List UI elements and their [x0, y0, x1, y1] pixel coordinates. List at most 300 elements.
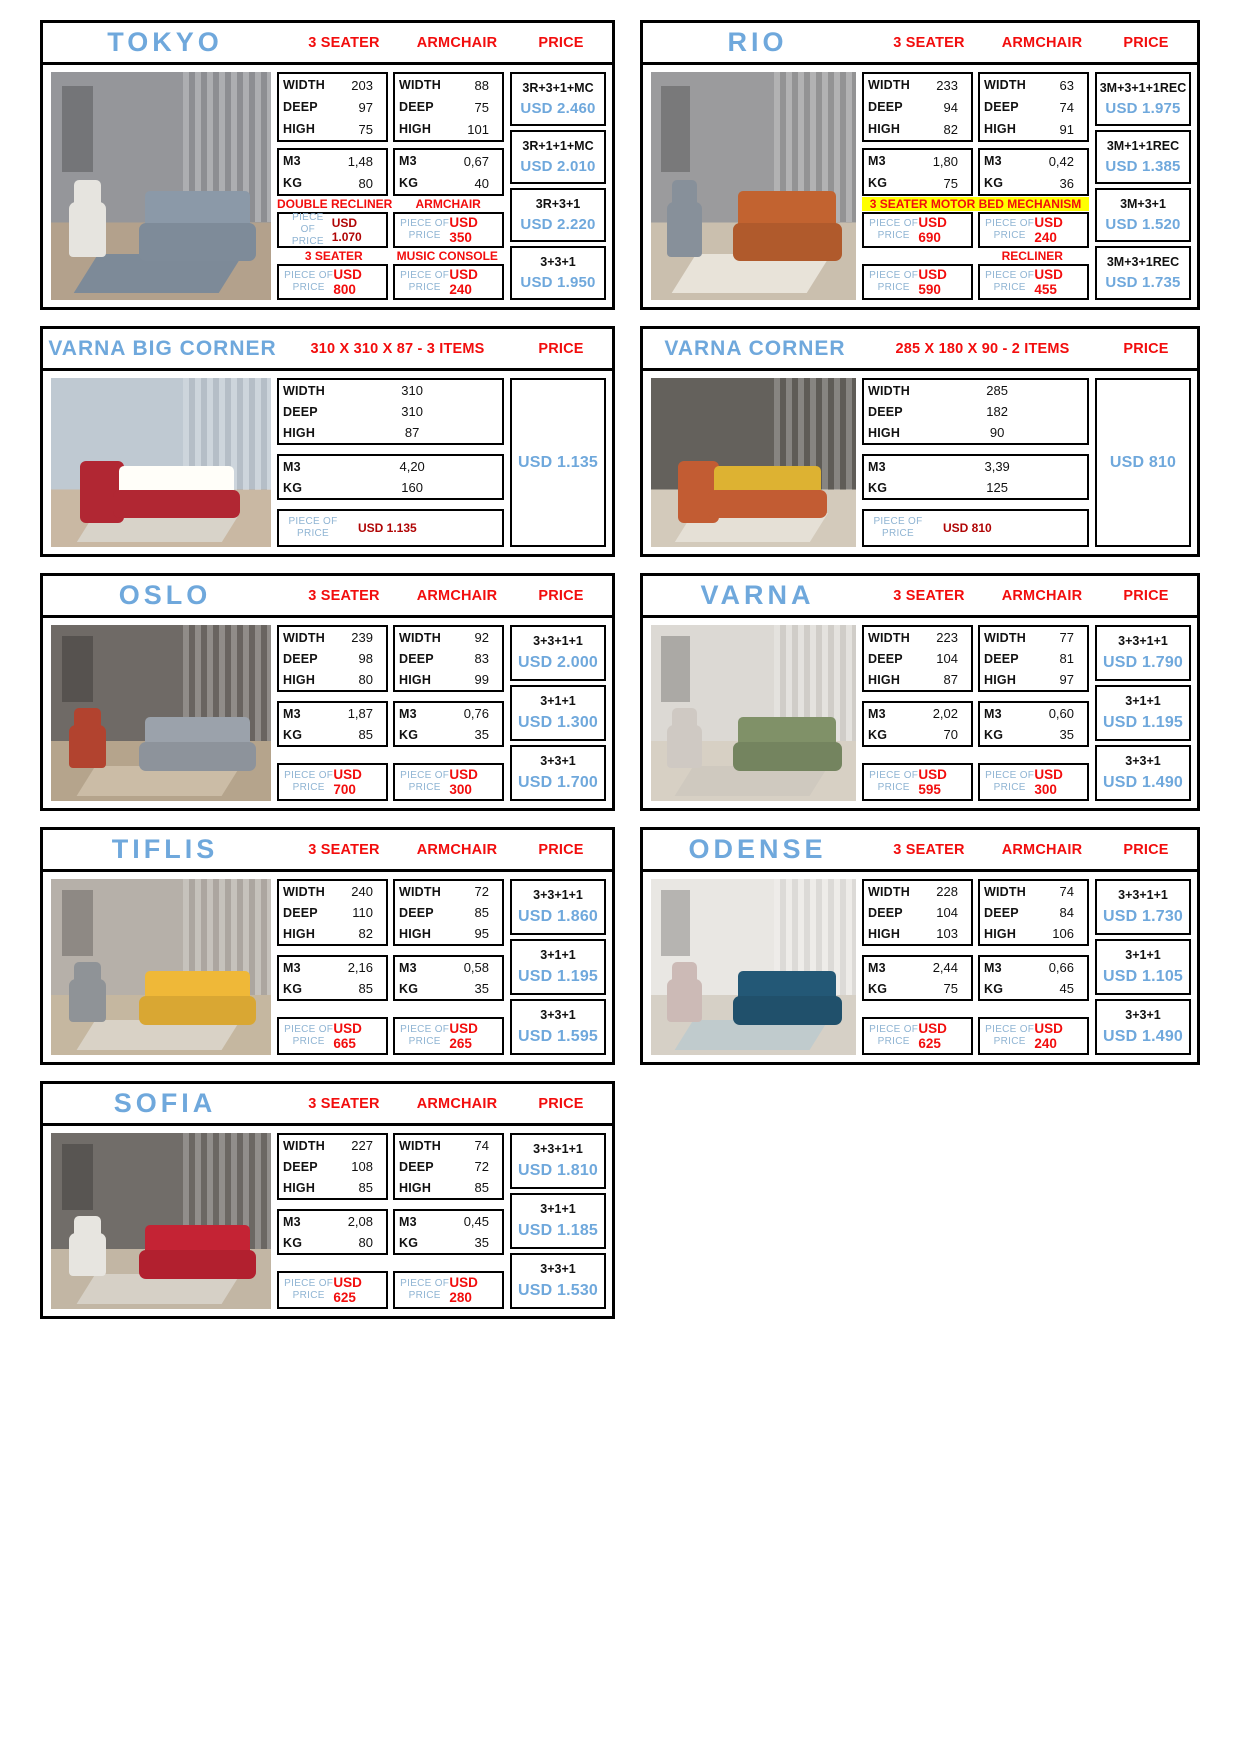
armchair-piece-price-value: USD 300 [1034, 767, 1063, 797]
product-title: TIFLIS [111, 834, 219, 864]
sofa-silhouette [708, 466, 827, 518]
seater-dimensions-box [277, 1133, 388, 1200]
deep-label: DEEP [868, 404, 903, 419]
spacer [862, 445, 1089, 454]
armchair-m3-value: 0,67 [463, 153, 489, 169]
kg-label: KG [283, 480, 303, 495]
piece-of-price-label: PIECE OF PRICE [400, 1278, 450, 1301]
specs-grid [277, 1133, 504, 1309]
product-photo [51, 72, 271, 300]
product-card [40, 573, 615, 811]
product-photo [651, 625, 856, 801]
seater-kg-value: 85 [358, 727, 373, 742]
width-label: WIDTH [984, 78, 1026, 92]
seater-deep-value: 104 [936, 651, 958, 666]
armchair-silhouette [667, 725, 702, 767]
armchair-column-header: ARMCHAIR [1001, 841, 1083, 858]
armchair-width-value: 92 [474, 630, 489, 645]
seater-piece-price-box [277, 763, 388, 801]
configuration-label: 3M+3+1 [1120, 196, 1166, 211]
spec-row [864, 978, 971, 999]
cards-grid [40, 20, 1200, 1319]
seater-piece-price-box-2 [862, 264, 973, 300]
price-column-header: PRICE [538, 841, 584, 858]
armchair-volume-box [393, 1209, 504, 1255]
width-label: WIDTH [399, 630, 441, 645]
seater-volume-box [862, 701, 973, 747]
kg-label: KG [868, 981, 888, 996]
spec-row [980, 648, 1087, 669]
deep-label: DEEP [399, 100, 434, 114]
seater-high-value: 85 [358, 1180, 373, 1195]
high-label: HIGH [984, 926, 1017, 941]
section-label-row [277, 196, 504, 212]
seater-high-value: 80 [358, 672, 373, 687]
armchair-silhouette [667, 979, 702, 1021]
spec-row [279, 1211, 386, 1232]
product-card [40, 1081, 615, 1319]
configuration-label: 3+3+1 [540, 754, 576, 768]
seater-dimensions-box [277, 625, 388, 692]
spec-row [980, 902, 1087, 923]
price-value: USD 1.195 [1102, 714, 1184, 731]
seater-dimensions-box [277, 879, 388, 946]
spec-row [395, 1232, 502, 1253]
configuration-label: 3R+3+1+MC [522, 80, 594, 95]
price-option [1095, 879, 1191, 935]
spec-row [864, 118, 971, 140]
armchair-silhouette [69, 1233, 106, 1275]
configuration-label: 3R+1+1+MC [522, 138, 594, 153]
kg-label: KG [868, 727, 888, 742]
high-label: HIGH [283, 1180, 316, 1195]
price-value: USD 1.790 [1102, 654, 1184, 671]
wall-panel [661, 636, 690, 703]
price-column-header: PRICE [538, 340, 584, 357]
price-column [1095, 72, 1191, 300]
spec-row [395, 881, 502, 902]
armchair-volume-box [393, 955, 504, 1001]
seater-high-value: 75 [358, 121, 373, 137]
wall-panel [661, 86, 690, 173]
armchair-kg-value: 35 [1059, 727, 1074, 742]
price-value: USD 1.300 [517, 714, 599, 731]
kg-label: KG [399, 981, 419, 996]
width-label: WIDTH [283, 78, 325, 92]
high-label: HIGH [868, 672, 901, 687]
price-value: USD 1.735 [1105, 274, 1181, 292]
spec-row [395, 1211, 502, 1232]
seater-volume-box [277, 1209, 388, 1255]
piece-of-price-label: PIECE OF PRICE [288, 516, 338, 539]
armchair-kg-value: 35 [474, 981, 489, 996]
price-column-header: PRICE [538, 587, 584, 604]
price-value: USD 1.730 [1102, 908, 1184, 925]
seater-piece-price-value: USD 665 [333, 1021, 362, 1051]
high-label: HIGH [399, 926, 432, 941]
configuration-label: 3+3+1 [540, 1008, 576, 1022]
m3-label: M3 [399, 960, 417, 975]
kg-label: KG [283, 981, 303, 996]
width-value: 310 [401, 383, 423, 398]
armchair-dimensions-box [393, 625, 504, 692]
product-card [40, 20, 615, 310]
armchair-piece-price-box [393, 212, 504, 248]
configuration-label: 3M+1+1REC [1106, 138, 1180, 153]
product-card [40, 326, 615, 557]
seater-m3-value: 2,16 [347, 960, 373, 975]
spec-row [864, 96, 971, 118]
price-value: USD 1.490 [1102, 774, 1184, 791]
spec-row [864, 669, 971, 690]
piece-price-box [862, 509, 1089, 547]
deep-label: DEEP [399, 905, 434, 920]
spec-row [279, 96, 386, 118]
product-photo [651, 879, 856, 1055]
armchair-piece-price-value: USD 240 [1034, 215, 1063, 245]
price-value: USD 2.460 [520, 100, 596, 118]
kg-label: KG [399, 176, 419, 190]
seater-piece-price-value-2: USD 800 [333, 267, 362, 297]
price-value: USD 1.950 [520, 274, 596, 292]
armchair-width-value: 74 [1059, 884, 1074, 899]
spec-row [864, 902, 971, 923]
card-header [643, 329, 1197, 371]
m3-label: M3 [984, 706, 1002, 721]
width-label: WIDTH [984, 884, 1026, 899]
piece-of-price-label: PIECE OF PRICE [869, 218, 919, 241]
price-option [510, 1133, 606, 1189]
deep-label: DEEP [868, 651, 903, 666]
armchair-piece-price-box-2 [978, 264, 1089, 300]
price-option [510, 72, 606, 126]
armchair-piece-price-value: USD 265 [449, 1021, 478, 1051]
seater-piece-price-value: USD 1.070 [331, 216, 362, 244]
m3-label: M3 [283, 1214, 301, 1229]
armchair-width-value: 77 [1059, 630, 1074, 645]
configuration-label: 3+1+1 [540, 1202, 576, 1216]
price-option [1095, 939, 1191, 995]
spec-row [395, 978, 502, 999]
price-value: USD 1.105 [1102, 968, 1184, 985]
card-body [43, 371, 612, 554]
product-photo [51, 1133, 271, 1309]
sofa-silhouette [139, 971, 256, 1026]
armchair-column-header: ARMCHAIR [416, 34, 498, 51]
piece-of-price-label: PIECE OF PRICE [869, 1024, 919, 1047]
product-title: TOKYO [107, 27, 223, 57]
seater-dimensions-box [862, 72, 973, 142]
price-column [1095, 879, 1191, 1055]
spec-row [395, 1135, 502, 1156]
piece-of-price-label: PIECE OF PRICE [873, 516, 923, 539]
price-column [510, 1133, 606, 1309]
seater-high-value: 82 [358, 926, 373, 941]
deep-label: DEEP [283, 404, 318, 419]
armchair-dimensions-box [393, 879, 504, 946]
configuration-label: 3+3+1 [1125, 754, 1161, 768]
price-option [510, 1193, 606, 1249]
seater-high-value: 82 [943, 121, 958, 137]
seater-deep-value: 94 [943, 99, 958, 115]
spec-row [279, 648, 386, 669]
highlighted-section-label: 3 SEATER MOTOR BED MECHANISM [862, 197, 1089, 211]
spec-row [864, 703, 971, 724]
dimensions-box [862, 378, 1089, 445]
armchair-m3-value: 0,60 [1048, 706, 1074, 721]
seater-volume-box [277, 148, 388, 196]
seater-column-header: 3 SEATER [308, 587, 380, 604]
armchair-high-value: 91 [1059, 121, 1074, 137]
spec-row [395, 74, 502, 96]
spec-row [980, 923, 1087, 944]
specs-grid [277, 378, 504, 547]
spec-row [864, 401, 1087, 422]
width-label: WIDTH [868, 78, 910, 92]
spec-row [279, 1177, 386, 1198]
kg-label: KG [283, 1235, 303, 1250]
spec-row [395, 627, 502, 648]
deep-label: DEEP [984, 651, 1019, 666]
spec-row [279, 477, 502, 498]
armchair-width-value: 88 [474, 77, 489, 93]
price-option [510, 246, 606, 300]
price-value: USD 1.490 [1102, 1028, 1184, 1045]
armchair-high-value: 101 [467, 121, 489, 137]
seater-kg-value: 75 [943, 981, 958, 996]
piece-of-price-label: PIECE OF PRICE [284, 270, 334, 293]
armchair-piece-price-value-2: USD 455 [1034, 267, 1063, 297]
deep-label: DEEP [399, 1159, 434, 1174]
seater-volume-box [862, 148, 973, 196]
spec-row [279, 401, 502, 422]
product-title: ODENSE [688, 834, 827, 864]
price-column [510, 72, 606, 300]
deep-label: DEEP [283, 905, 318, 920]
seater-kg-value: 80 [358, 1235, 373, 1250]
section-label-row [862, 1001, 1089, 1017]
card-header [643, 576, 1197, 618]
dimensions-header: 310 X 310 X 87 - 3 ITEMS [310, 340, 485, 357]
spec-row [279, 172, 386, 194]
card-body [43, 872, 612, 1062]
price-value: USD 1.135 [517, 453, 599, 471]
product-photo [51, 625, 271, 801]
width-label: WIDTH [283, 630, 325, 645]
deep-label: DEEP [984, 905, 1019, 920]
kg-label: KG [283, 176, 303, 190]
m3-label: M3 [399, 1214, 417, 1229]
sofa-silhouette [733, 717, 842, 772]
piece-of-price-label: PIECE OF PRICE [985, 770, 1035, 793]
seater-piece-price-box [862, 763, 973, 801]
spec-row [395, 724, 502, 745]
high-value: 87 [404, 425, 420, 440]
seater-width-value: 227 [351, 1138, 373, 1153]
spec-row [279, 881, 386, 902]
spec-row [279, 74, 386, 96]
sofa-silhouette [733, 971, 842, 1026]
seater-kg-value: 70 [943, 727, 958, 742]
price-column-header: PRICE [538, 1095, 584, 1112]
high-label: HIGH [984, 122, 1017, 136]
price-column-header: PRICE [538, 34, 584, 51]
spec-row [864, 150, 971, 172]
armchair-width-value: 63 [1059, 77, 1074, 93]
kg-label: KG [984, 727, 1004, 742]
configuration-label: 3+3+1 [1125, 1008, 1161, 1022]
dimensions-box [277, 378, 504, 445]
spec-row [395, 172, 502, 194]
armchair-kg-value: 35 [474, 1235, 489, 1250]
armchair-m3-value: 0,42 [1048, 153, 1074, 169]
spec-row [864, 172, 971, 194]
deep-label: DEEP [283, 1159, 318, 1174]
high-label: HIGH [399, 122, 432, 136]
spec-row [864, 627, 971, 648]
price-value: USD 2.000 [517, 654, 599, 671]
configuration-label: 3+1+1 [1125, 694, 1161, 708]
product-card [40, 827, 615, 1065]
armchair-piece-price-value-2: USD 240 [449, 267, 478, 297]
seater-deep-value: 98 [358, 651, 373, 666]
armchair-column-header: ARMCHAIR [1001, 34, 1083, 51]
seater-piece-price-box [277, 1017, 388, 1055]
armchair-piece-price-box [393, 1017, 504, 1055]
seater-width-value: 240 [351, 884, 373, 899]
specs-grid [862, 378, 1089, 547]
price-column [1095, 625, 1191, 801]
m3-label: M3 [868, 706, 886, 721]
spec-row [864, 380, 1087, 401]
armchair-section-label-2: RECLINER [1001, 249, 1063, 263]
wall-panel [62, 1144, 93, 1211]
spec-row [395, 150, 502, 172]
high-value: 90 [989, 425, 1005, 440]
armchair-dimensions-box [978, 879, 1089, 946]
spec-row [279, 627, 386, 648]
armchair-m3-value: 0,45 [463, 1214, 489, 1229]
configuration-label: 3+1+1 [540, 948, 576, 962]
armchair-volume-box [978, 955, 1089, 1001]
seater-dimensions-box [862, 879, 973, 946]
armchair-piece-price-value: USD 280 [449, 1275, 478, 1305]
m3-value: 3,39 [984, 459, 1010, 474]
card-body [43, 1126, 612, 1316]
seater-piece-price-value-2: USD 590 [918, 267, 947, 297]
armchair-deep-value: 83 [474, 651, 489, 666]
price-value: USD 1.700 [517, 774, 599, 791]
seater-piece-price-box [277, 212, 388, 248]
deep-value: 182 [986, 404, 1008, 419]
configuration-label: 3+3+1+1 [1118, 888, 1168, 902]
price-value: USD 810 [1109, 453, 1177, 471]
armchair-dimensions-box [393, 1133, 504, 1200]
armchair-dimensions-box [978, 72, 1089, 142]
price-option [510, 625, 606, 681]
spec-row [864, 456, 1087, 477]
width-label: WIDTH [283, 383, 325, 398]
armchair-silhouette [69, 725, 106, 767]
seater-m3-value: 1,80 [932, 153, 958, 169]
seater-volume-box [277, 955, 388, 1001]
price-value: USD 1.520 [1105, 216, 1181, 234]
configuration-label: 3+1+1 [540, 694, 576, 708]
configuration-label: 3+3+1 [540, 254, 576, 269]
deep-label: DEEP [984, 100, 1019, 114]
m3-label: M3 [283, 459, 301, 474]
armchair-dimensions-box [393, 72, 504, 142]
specs-grid [862, 879, 1089, 1055]
armchair-deep-value: 75 [474, 99, 489, 115]
section-label-row [277, 747, 504, 763]
high-label: HIGH [283, 926, 316, 941]
section-label-row [277, 1001, 504, 1017]
kg-label: KG [283, 727, 303, 742]
high-label: HIGH [399, 1180, 432, 1195]
price-option [510, 745, 606, 801]
piece-of-price-label: PIECE OF PRICE [985, 1024, 1035, 1047]
armchair-m3-value: 0,58 [463, 960, 489, 975]
armchair-high-value: 99 [474, 672, 489, 687]
price-option [510, 939, 606, 995]
seater-width-value: 223 [936, 630, 958, 645]
spacer [277, 445, 504, 454]
wall-panel [62, 636, 93, 703]
product-card [640, 827, 1200, 1065]
spec-row [279, 1232, 386, 1253]
seater-piece-price-value: USD 700 [333, 767, 362, 797]
price-option [1095, 378, 1191, 547]
card-body [643, 872, 1197, 1062]
piece-of-price-label: PIECE OF PRICE [284, 1278, 334, 1301]
armchair-volume-box [978, 701, 1089, 747]
armchair-deep-value: 85 [474, 905, 489, 920]
seater-m3-value: 2,08 [347, 1214, 373, 1229]
specs-grid [277, 625, 504, 801]
spec-row [980, 96, 1087, 118]
m3-label: M3 [399, 154, 417, 168]
m3-label: M3 [399, 706, 417, 721]
seater-kg-value: 80 [358, 175, 373, 191]
spacer [277, 1200, 504, 1209]
kg-label: KG [984, 981, 1004, 996]
armchair-section-label-2: MUSIC CONSOLE [396, 249, 498, 263]
armchair-column-header: ARMCHAIR [416, 587, 498, 604]
piece-of-price-label: PIECE OF PRICE [869, 270, 919, 293]
specs-grid [277, 72, 504, 300]
configuration-label: 3M+3+1+1REC [1099, 80, 1187, 95]
spec-row [279, 978, 386, 999]
volume-box [862, 454, 1089, 500]
price-column-header: PRICE [1123, 587, 1169, 604]
kg-label: KG [868, 176, 888, 190]
armchair-section-label: ARMCHAIR [415, 197, 481, 211]
spec-row [980, 978, 1087, 999]
product-title: OSLO [118, 580, 212, 610]
high-label: HIGH [868, 926, 901, 941]
seater-deep-value: 108 [351, 1159, 373, 1174]
kg-label: KG [868, 480, 888, 495]
spacer [862, 500, 1089, 509]
spec-row [980, 724, 1087, 745]
price-option [1095, 685, 1191, 741]
card-body [643, 65, 1197, 307]
spec-row [395, 923, 502, 944]
seater-high-value: 103 [936, 926, 958, 941]
wall-panel [62, 86, 93, 173]
section-label-row-2 [862, 248, 1089, 264]
